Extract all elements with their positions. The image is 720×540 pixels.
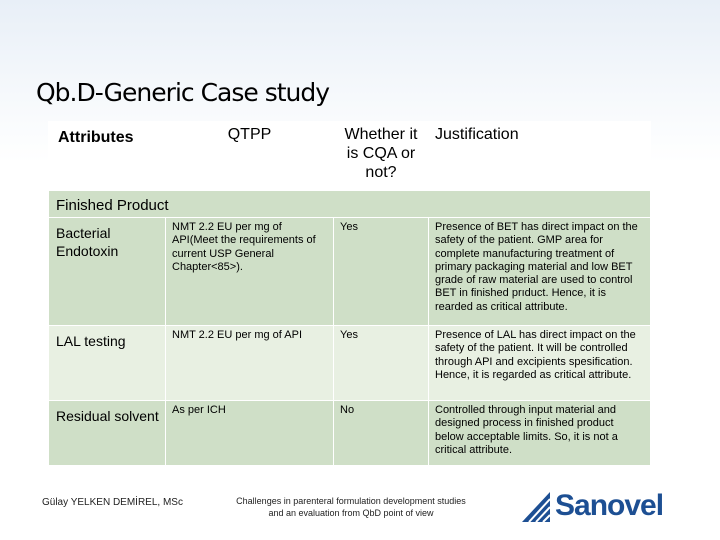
cell-qtpp: NMT 2.2 EU per mg of API [166, 326, 334, 401]
cell-cqa: Yes [334, 218, 429, 326]
cell-justification: Presence of LAL has direct impact on the safety of the patient. It will be controlled through API and excipients spesification. Hence, it is regarded as critical attribute. [429, 326, 651, 401]
header-justification: Justification [429, 122, 651, 191]
cell-justification: Presence of BET has direct impact on the safety of the patient. GMP area for complete manufacturing treatment of primary packaging material and low BET grade of raw material are used to control BET in finished prıduct. Hence, it is rearded as critical attribute. [429, 218, 651, 326]
table-row [49, 218, 651, 326]
cell-qtpp: NMT 2.2 EU per mg of API(Meet the requirements of current USP General Chapter<85>). [166, 218, 334, 326]
header-cqa: Whether it is CQA or not? [334, 122, 429, 191]
sanovel-logo [520, 488, 710, 528]
slide-title: Qb.D-Generic Case study [36, 78, 330, 107]
table-row [49, 326, 651, 401]
header-attributes: Attributes [49, 122, 166, 191]
qbd-attributes-table [48, 121, 651, 466]
cell-cqa: Yes [334, 326, 429, 401]
footer-author: Gülay YELKEN DEMİREL, MSc [42, 497, 183, 508]
sanovel-logo-text: Sanovel [555, 489, 664, 522]
cell-justification: Controlled through input material and designed process in finished product below acceptable limits. So, it is not a critical attribute. [429, 401, 651, 466]
cell-attribute: Residual solvent [49, 401, 166, 466]
cell-attribute: LAL testing [49, 326, 166, 401]
footer-caption: Challenges in parenteral formulation development studies and an evaluation from QbD point of view [236, 496, 466, 518]
cell-qtpp: As per ICH [166, 401, 334, 466]
cell-attribute: Bacterial Endotoxin [49, 218, 166, 326]
table-header-row [49, 122, 651, 191]
section-row-finished-product [49, 191, 651, 218]
section-label: Finished Product [49, 191, 651, 218]
table-row [49, 401, 651, 466]
header-qtpp: QTPP [166, 122, 334, 191]
sanovel-logo-icon [520, 488, 554, 524]
cell-cqa: No [334, 401, 429, 466]
